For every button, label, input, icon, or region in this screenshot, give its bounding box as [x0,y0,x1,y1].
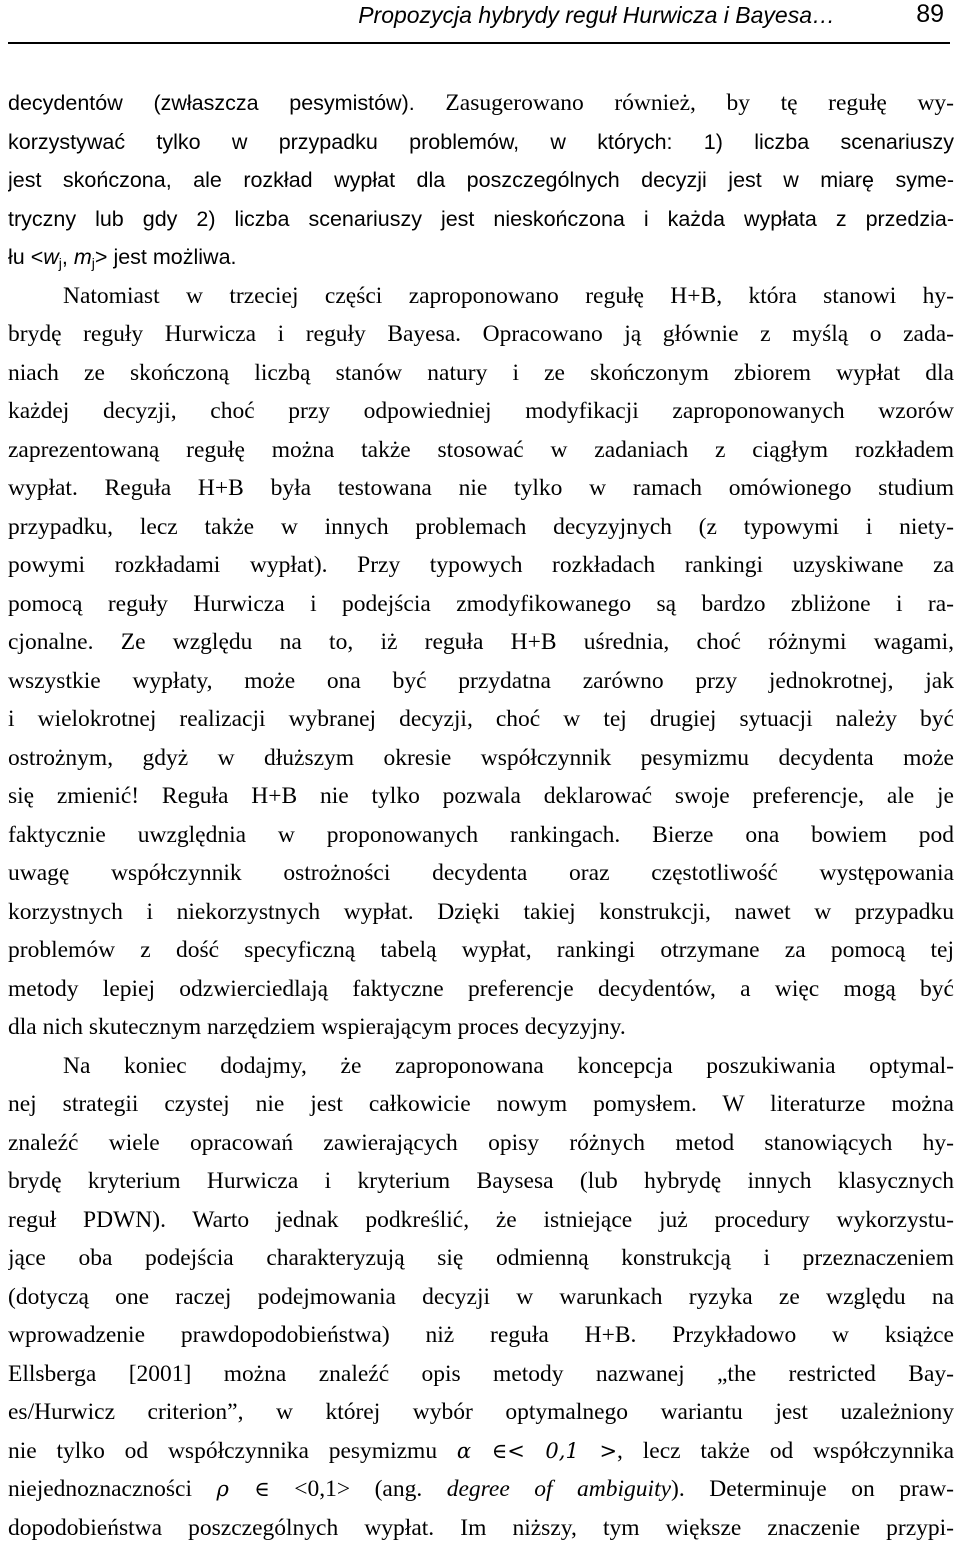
text-line: brydę reguły Hurwicza i reguły Bayesa. Opracowano ją głównie z myślą o zada- [8,321,954,347]
page-number: 89 [916,0,944,28]
rho-symbol: ρ ∈ [216,1477,270,1501]
text-line: reguł PDWN). Warto jednak podkreślić, że istniejące już procedury wykorzystu- [8,1206,954,1233]
text-line: Na koniec dodajmy, że zaproponowana koncepcja poszukiwania optymal- [63,1052,954,1079]
body-text [8,84,954,1547]
text-line: nej strategii czystej nie jest całkowicie nowym pomysłem. W literaturze można [8,1091,954,1117]
text-line: powymi rozkładami wypłat). Przy typowych rozkładach rankingi uzyskiwane za [8,552,954,578]
text-line: Natomiast w trzeciej części zaproponowano regułę H+B, która stanowi hy- [63,282,954,309]
text-line: dla nich skutecznym narzędziem wspierającym proces decyzyjny. [8,1014,626,1040]
text-line: wypłat. Reguła H+B była testowana nie tylko w ramach omówionego studium [8,475,954,501]
text-line: zaprezentowaną regułę można także stosować w zadaniach z ciągłym rozkładem [8,436,954,463]
text-line: brydę kryterium Hurwicza i kryterium Baysesa (lub hybrydę innych klasycznych [8,1168,954,1194]
text-line: niejednoznaczności ρ ∈ <0,1> (ang. degree of ambiguity). Determinuje on praw- [8,1476,954,1502]
alpha-expression: α ∈< 0,1 > [456,1438,618,1463]
text-line: korzystywać tylko w przypadku problemów, w których: 1) liczba scenariuszy [8,129,954,154]
running-title: Propozycja hybrydy reguł Hurwicza i Bayesa… [358,2,835,28]
text-line: tryczny lub gdy 2) liczba scenariuszy jest nieskończona i każda wypłata z przedzia- [8,206,954,231]
text-line: przypadku, lecz także w innych problemach decyzyjnych (z typowymi i niety- [8,513,954,540]
text-line: się zmienić! Reguła H+B nie tylko pozwala deklarować swoje preferencje, ale je [8,783,954,809]
text-line: znaleźć wiele opracowań zawierających opisy różnych metod stanowiących hy- [8,1129,954,1156]
text-line: pomocą reguły Hurwicza i podejścia zmodyfikowanego są bardzo zbliżone i ra- [8,590,954,617]
text-line: dopodobieństwa poszczególnych wypłat. Im niższy, tym większe znaczenie przypi- [8,1514,954,1541]
text-line: wprowadzenie prawdopodobieństwa) niż reguła H+B. Przykładowo w książce [8,1322,954,1348]
text-line: jące oba podejścia charakteryzują się odmienną konstrukcją i przeznaczeniem [8,1245,954,1271]
text-line: każdej decyzji, choć przy odpowiedniej modyfikacji zaproponowanych wzorów [8,398,954,424]
text-line: cjonalne. Ze względu na to, iż reguła H+B uśrednia, choć różnymi wagami, [8,629,954,655]
text-line: ostrożnym, gdyż w dłuższym okresie współczynnik pesymizmu decydenta może [8,744,954,771]
text-line: korzystnych i niekorzystnych wypłat. Dzięki takiej konstrukcji, nawet w przypadku [8,898,954,925]
text-line: (dotyczą one raczej podejmowania decyzji w warunkach ryzyka ze względu na [8,1283,954,1310]
text-line: łu $<w_j$, $m_j>$ jest możliwa. [8,245,237,271]
text-line: es/Hurwicz criterion”, w której wybór optymalnego wariantu jest uzależniony [8,1399,954,1425]
page-header [8,0,950,44]
text-line: niach ze skończoną liczbą stanów natury i ze skończonym zbiorem wypłat dla [8,359,954,386]
text-line: wszystkie wypłaty, może ona być przydatna zarówno przy jednokrotnej, jak [8,667,954,694]
text-line: decydentów (zwłaszcza pesymistów). Zasugerowano również, by tę regułę wy- [8,90,954,116]
text-line: faktycznie uwzględnia w proponowanych rankingach. Bierze ona bowiem pod [8,821,954,848]
text-line: i wielokrotnej realizacji wybranej decyzji, choć w tej drugiej sytuacji należy być [8,706,954,732]
text-line: metody lepiej odzwierciedlają faktyczne preferencje decydentów, a więc mogą być [8,975,954,1002]
text-line: problemów z dość specyficzną tabelą wypłat, rankingi otrzymane za pomocą tej [8,937,954,963]
text-line: uwagę współczynnik ostrożności decydenta oraz częstotliwość występowania [8,860,954,886]
text-line: Ellsberga [2001] można znaleźć opis metody nazwanej „the restricted Bay- [8,1360,954,1387]
text-line: jest skończona, ale rozkład wypłat dla poszczególnych decyzji jest w miarę syme- [8,168,954,192]
text-line: nie tylko od współczynnika pesymizmu α ∈< 0,1 >, lecz także od współczynnika [8,1437,954,1464]
